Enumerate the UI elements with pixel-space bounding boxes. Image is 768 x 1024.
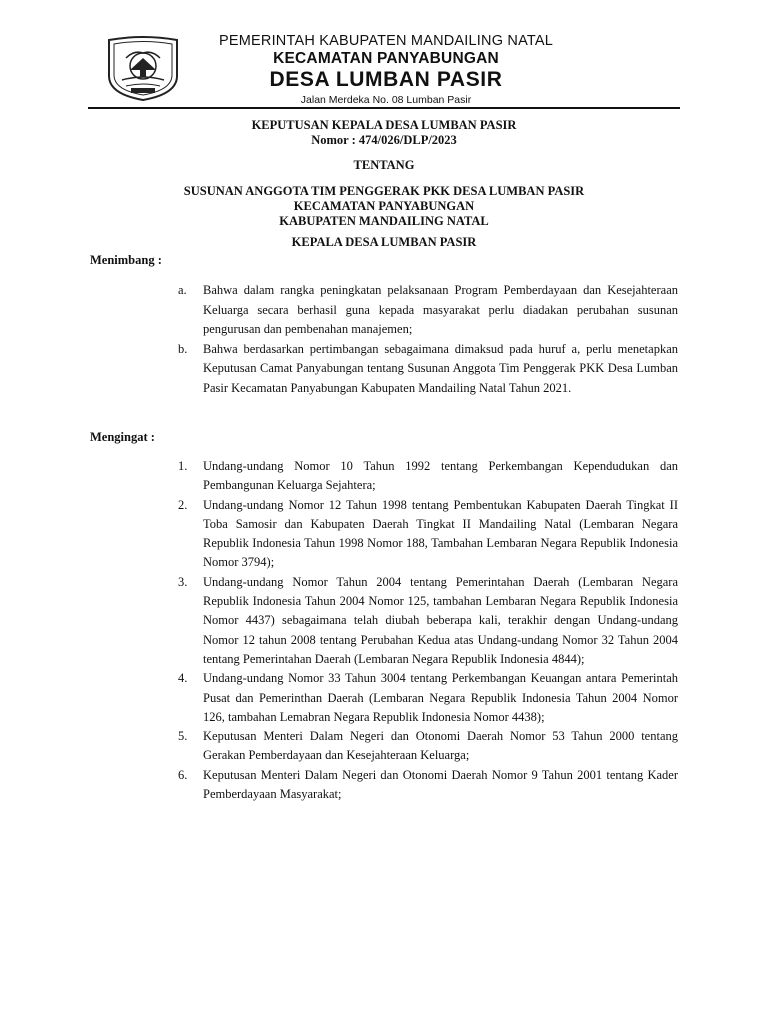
district-name: KECAMATAN PANYABUNGAN [273, 50, 499, 67]
list-item: 1. Undang-undang Nomor 10 Tahun 1992 tentang Perkembangan Kependudukan dan Pembangunan Keluarga Sejahtera; [178, 459, 678, 493]
letterhead [0, 0, 768, 112]
subject-line-3: KABUPATEN MANDAILING NATAL [279, 214, 489, 228]
subject-line-1: SUSUNAN ANGGOTA TIM PENGGERAK PKK DESA LUMBAN PASIR [183, 184, 585, 198]
letterhead-divider [88, 107, 680, 109]
list-item: 6. Keputusan Menteri Dalam Negeri dan Otonomi Daerah Nomor 9 Tahun 2001 tentang Kader Pemberdayaan Masyarakat; [178, 767, 678, 802]
subject-line-2: KECAMATAN PANYABUNGAN [293, 199, 475, 213]
list-item: 4. Undang-undang Nomor 33 Tahun 3004 tentang Perkembangan Keuangan antara Pemerintah Pusat dan Pemerinthan Daerah (Lembaran Negara Republik Indonesia Tahun 2004 Nomor 126, tambahan Lemabran Negara Republik Indonesia Nomor 4438); [178, 671, 678, 724]
about-heading: TENTANG [353, 158, 415, 172]
decree-titles [88, 118, 680, 250]
letterhead-text [196, 33, 576, 107]
official-title: KEPALA DESA LUMBAN PASIR [291, 235, 477, 249]
village-name: DESA LUMBAN PASIR [269, 68, 503, 91]
mengingat-label: Mengingat : [90, 430, 155, 444]
list-item: 5. Keputusan Menteri Dalam Negeri dan Otonomi Daerah Nomor 53 Tahun 2000 tentang Gerakan Pemberdayaan dan Kesejahteraan Keluarga; [178, 729, 678, 763]
menimbang-list [178, 281, 678, 399]
decree-title: KEPUTUSAN KEPALA DESA LUMBAN PASIR [251, 118, 517, 132]
address: Jalan Merdeka No. 08 Lumban Pasir [300, 94, 472, 106]
list-item: 3. Undang-undang Nomor Tahun 2004 tentang Pemerintahan Daerah (Lembaran Negara Republik Indonesia Tahun 2004 Nomor 125, tambahan Lembaran Negara Republik Indonesia Nomor 4437) sebagaimana telah diubah beberapa kali, terakhir dengan Undang-undang Nomor 12 tahun 2008 tentang Perubahan Kedua atas Undang-undang Nomor 32 Tahun 2004 tentang Pemerintahan Daerah (Lembaran Negara Republik Indonesia 4844); [178, 574, 678, 666]
menimbang-label: Menimbang : [90, 253, 162, 267]
list-item: 2. Undang-undang Nomor 12 Tahun 1998 tentang Pembentukan Kabupaten Daerah Tingkat II Toba Samosir dan Kabupaten Daerah Tingkat II Mandailing Natal (Lembaran Negara Republik Indonesia Tahun 1998 Nomor 188, Tambahan Lembaran Negara Republik Indonesia Nomor 3794); [178, 497, 678, 570]
list-item: b. Bahwa berdasarkan pertimbangan sebagaimana dimaksud pada huruf a, perlu menetapkan Keputusan Camat Panyabungan tentang Susunan Anggota Tim Penggerak PKK Desa Lumban Pasir Kecamatan Panyabungan Kabupaten Mandailing Natal Tahun 2021. [178, 341, 678, 395]
list-item: a. Bahwa dalam rangka peningkatan pelaksanaan Program Pemberdayaan dan Kesejahteraan Keluarga secara berhasil guna kepada masyarakat perlu diadakan perubahan susunan pengurusan dan pembenahan manajemen; [178, 283, 678, 337]
regency-coat-of-arms-icon [104, 36, 182, 102]
government-name: PEMERINTAH KABUPATEN MANDAILING NATAL [219, 33, 553, 49]
mengingat-list [178, 457, 678, 804]
decree-number: Nomor : 474/026/DLP/2023 [311, 133, 457, 147]
